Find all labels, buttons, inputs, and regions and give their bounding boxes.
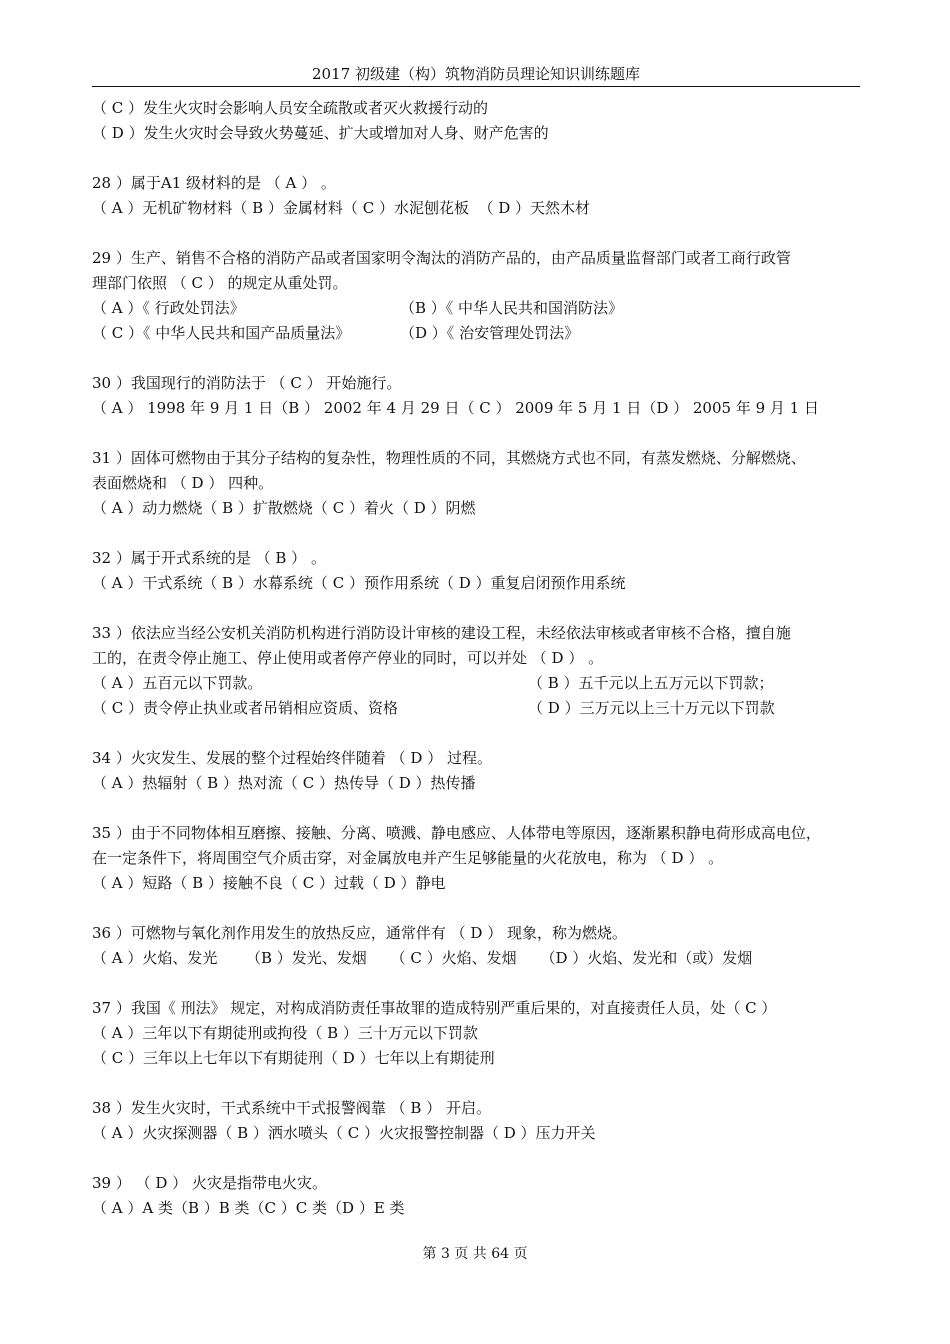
options-28: （ A ）无机矿物材料（ B ）金属材料（ C ）水泥刨花板 （ D ）天然木材: [92, 199, 591, 217]
option-line: （ C ）发生火灾时会影响人员安全疏散或者灭火救援行动的: [92, 99, 489, 117]
option-c: （ C ）责令停止执业或者吊销相应资质、资格: [92, 699, 399, 717]
options-39: （ A ）A 类（B ）B 类（C ）C 类（D ）E 类: [92, 1199, 405, 1217]
question-31: 31 ）固体可燃物由于其分子结构的复杂性，物理性质的不同，其燃烧方式也不同，有蒸发燃烧、分解燃烧、: [92, 449, 806, 467]
question-38: 38 ）发生火灾时，干式系统中干式报警阀靠 （ B ） 开启。: [92, 1099, 491, 1117]
options-33-row1: [92, 671, 862, 696]
question-35: 35 ）由于不同物体相互磨擦、接触、分离、喷溅、静电感应、人体带电等原因，逐渐累积静电荷形成高电位，: [92, 824, 821, 842]
question-33: 33 ）依法应当经公安机关消防机构进行消防设计审核的建设工程，未经依法审核或者审核不合格，擅自施: [92, 624, 791, 642]
options-37-row2: （ C ）三年以上七年以下有期徒刑（ D ）七年以上有期徒刑: [92, 1049, 495, 1067]
options-34: （ A ）热辐射（ B ）热对流（ C ）热传导（ D ）热传播: [92, 774, 476, 792]
options-36: （ A ）火焰、发光 （B ）发光、发烟 （ C ）火焰、发烟 （D ）火焰、发光和（或）发烟: [92, 949, 753, 967]
question-list: [92, 96, 862, 1221]
options-37-row1: （ A ）三年以下有期徒刑或拘役（ B ）三十万元以下罚款: [92, 1024, 478, 1042]
options-33-row2: [92, 696, 862, 721]
question-28: 28 ）属于A1 级材料的是 （ A ） 。: [92, 174, 336, 192]
options-29-row2: [92, 321, 862, 346]
option-c: （ C ）《 中华人民共和国产品质量法》: [92, 324, 351, 342]
option-a: （ A ）五百元以下罚款。: [92, 674, 263, 692]
question-36: 36 ）可燃物与氧化剂作用发生的放热反应，通常伴有 （ D ） 现象，称为燃烧。: [92, 924, 627, 942]
question-34: 34 ）火灾发生、发展的整个过程始终伴随着 （ D ） 过程。: [92, 749, 492, 767]
question-37: 37 ）我国《 刑法》 规定，对构成消防责任事故罪的造成特别严重后果的，对直接责任人员，处（ C ）: [92, 999, 777, 1017]
options-35: （ A ）短路（ B ）接触不良（ C ）过载（ D ）静电: [92, 874, 446, 892]
option-line: （ D ）发生火灾时会导致火势蔓延、扩大或增加对人身、财产危害的: [92, 124, 549, 142]
options-29-row1: [92, 296, 862, 321]
options-30: （ A ） 1998 年 9 月 1 日（B ） 2002 年 4 月 29 日（ C ） 2009 年 5 月 1 日（D ） 2005 年 9 月 1 日: [92, 399, 819, 417]
option-d: （D ）《 治安管理处罚法》: [400, 324, 580, 342]
option-b: （B ）《 中华人民共和国消防法》: [400, 299, 624, 317]
options-31: （ A ）动力燃烧（ B ）扩散燃烧（ C ）着火（ D ）阴燃: [92, 499, 476, 517]
question-29-cont: 理部门依照 （ C ） 的规定从重处罚。: [92, 274, 348, 292]
question-32: 32 ）属于开式系统的是 （ B ） 。: [92, 549, 326, 567]
page-header-title: 2017 初级建（构）筑物消防员理论知识训练题库: [312, 65, 640, 83]
option-b: （ B ）五千元以上五万元以下罚款；: [528, 674, 774, 692]
question-39: 39 ） （ D ） 火灾是指带电火灾。: [92, 1174, 327, 1192]
option-a: （ A ）《 行政处罚法》: [92, 299, 245, 317]
page-number: 第 3 页 共 64 页: [422, 1246, 528, 1262]
options-38: （ A ）火灾探测器（ B ）洒水喷头（ C ）火灾报警控制器（ D ）压力开关: [92, 1124, 596, 1142]
options-32: （ A ）干式系统（ B ）水幕系统（ C ）预作用系统（ D ）重复启闭预作用系统: [92, 574, 626, 592]
question-33-cont: 工的，在责令停止施工、停止使用或者停产停业的同时，可以并处 （ D ） 。: [92, 649, 604, 667]
question-29: 29 ）生产、销售不合格的消防产品或者国家明令淘汰的消防产品的，由产品质量监督部门或者工商行政管: [92, 249, 791, 267]
header-divider: [92, 86, 860, 87]
question-31-cont: 表面燃烧和 （ D ） 四种。: [92, 474, 274, 492]
question-30: 30 ）我国现行的消防法于 （ C ） 开始施行。: [92, 374, 402, 392]
option-d: （ D ）三万元以上三十万元以下罚款: [528, 699, 775, 717]
question-35-cont: 在一定条件下，将周围空气介质击穿，对金属放电并产生足够能量的火花放电，称为 （ D ） 。: [92, 849, 724, 867]
